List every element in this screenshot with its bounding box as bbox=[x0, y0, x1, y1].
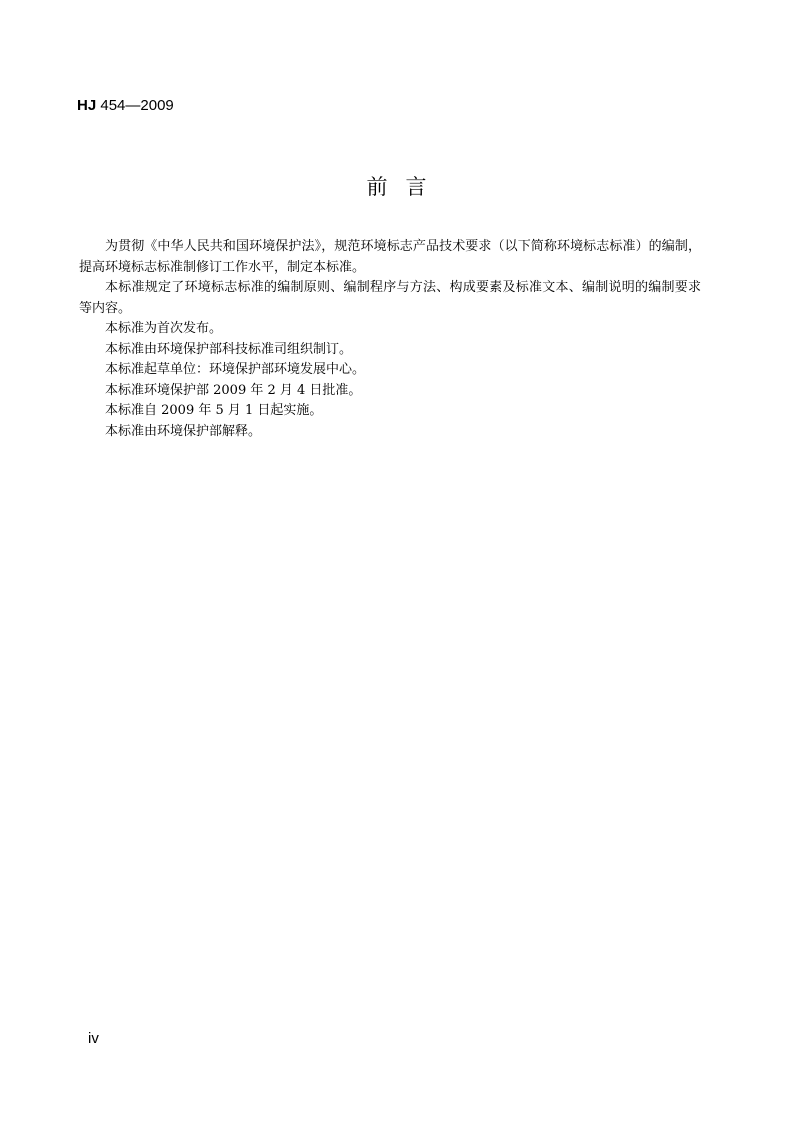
document-code-number: 454—2009 bbox=[100, 97, 174, 114]
paragraph-organizer: 本标准由环境保护部科技标准司组织制订。 bbox=[105, 341, 353, 357]
document-code-prefix: HJ bbox=[77, 97, 97, 114]
paragraph-interpretation: 本标准由环境保护部解释。 bbox=[105, 423, 262, 439]
paragraph-scope: 本标准规定了环境标志标准的编制原则、编制程序与方法、构成要素及标准文本、编制说明的编制要求等内容。 bbox=[79, 280, 701, 316]
foreword-body bbox=[79, 237, 701, 442]
document-code bbox=[77, 96, 174, 116]
paragraph-effective-date: 本标准自 2009 年 5 月 1 日起实施。 bbox=[105, 403, 323, 418]
page-title: 前言 bbox=[366, 175, 445, 199]
paragraph-approval-date: 本标准环境保护部 2009 年 2 月 4 日批准。 bbox=[105, 382, 362, 398]
paragraph-first-release: 本标准为首次发布。 bbox=[105, 321, 223, 336]
page-number: iv bbox=[88, 1030, 99, 1047]
paragraph-drafting-unit: 本标准起草单位：环境保护部环境发展中心。 bbox=[105, 362, 366, 377]
paragraph-purpose: 为贯彻《中华人民共和国环境保护法》，规范环境标志产品技术要求（以下简称环境标志标准）的编制，提高环境标志标准制修订工作水平，制定本标准。 bbox=[79, 239, 701, 275]
